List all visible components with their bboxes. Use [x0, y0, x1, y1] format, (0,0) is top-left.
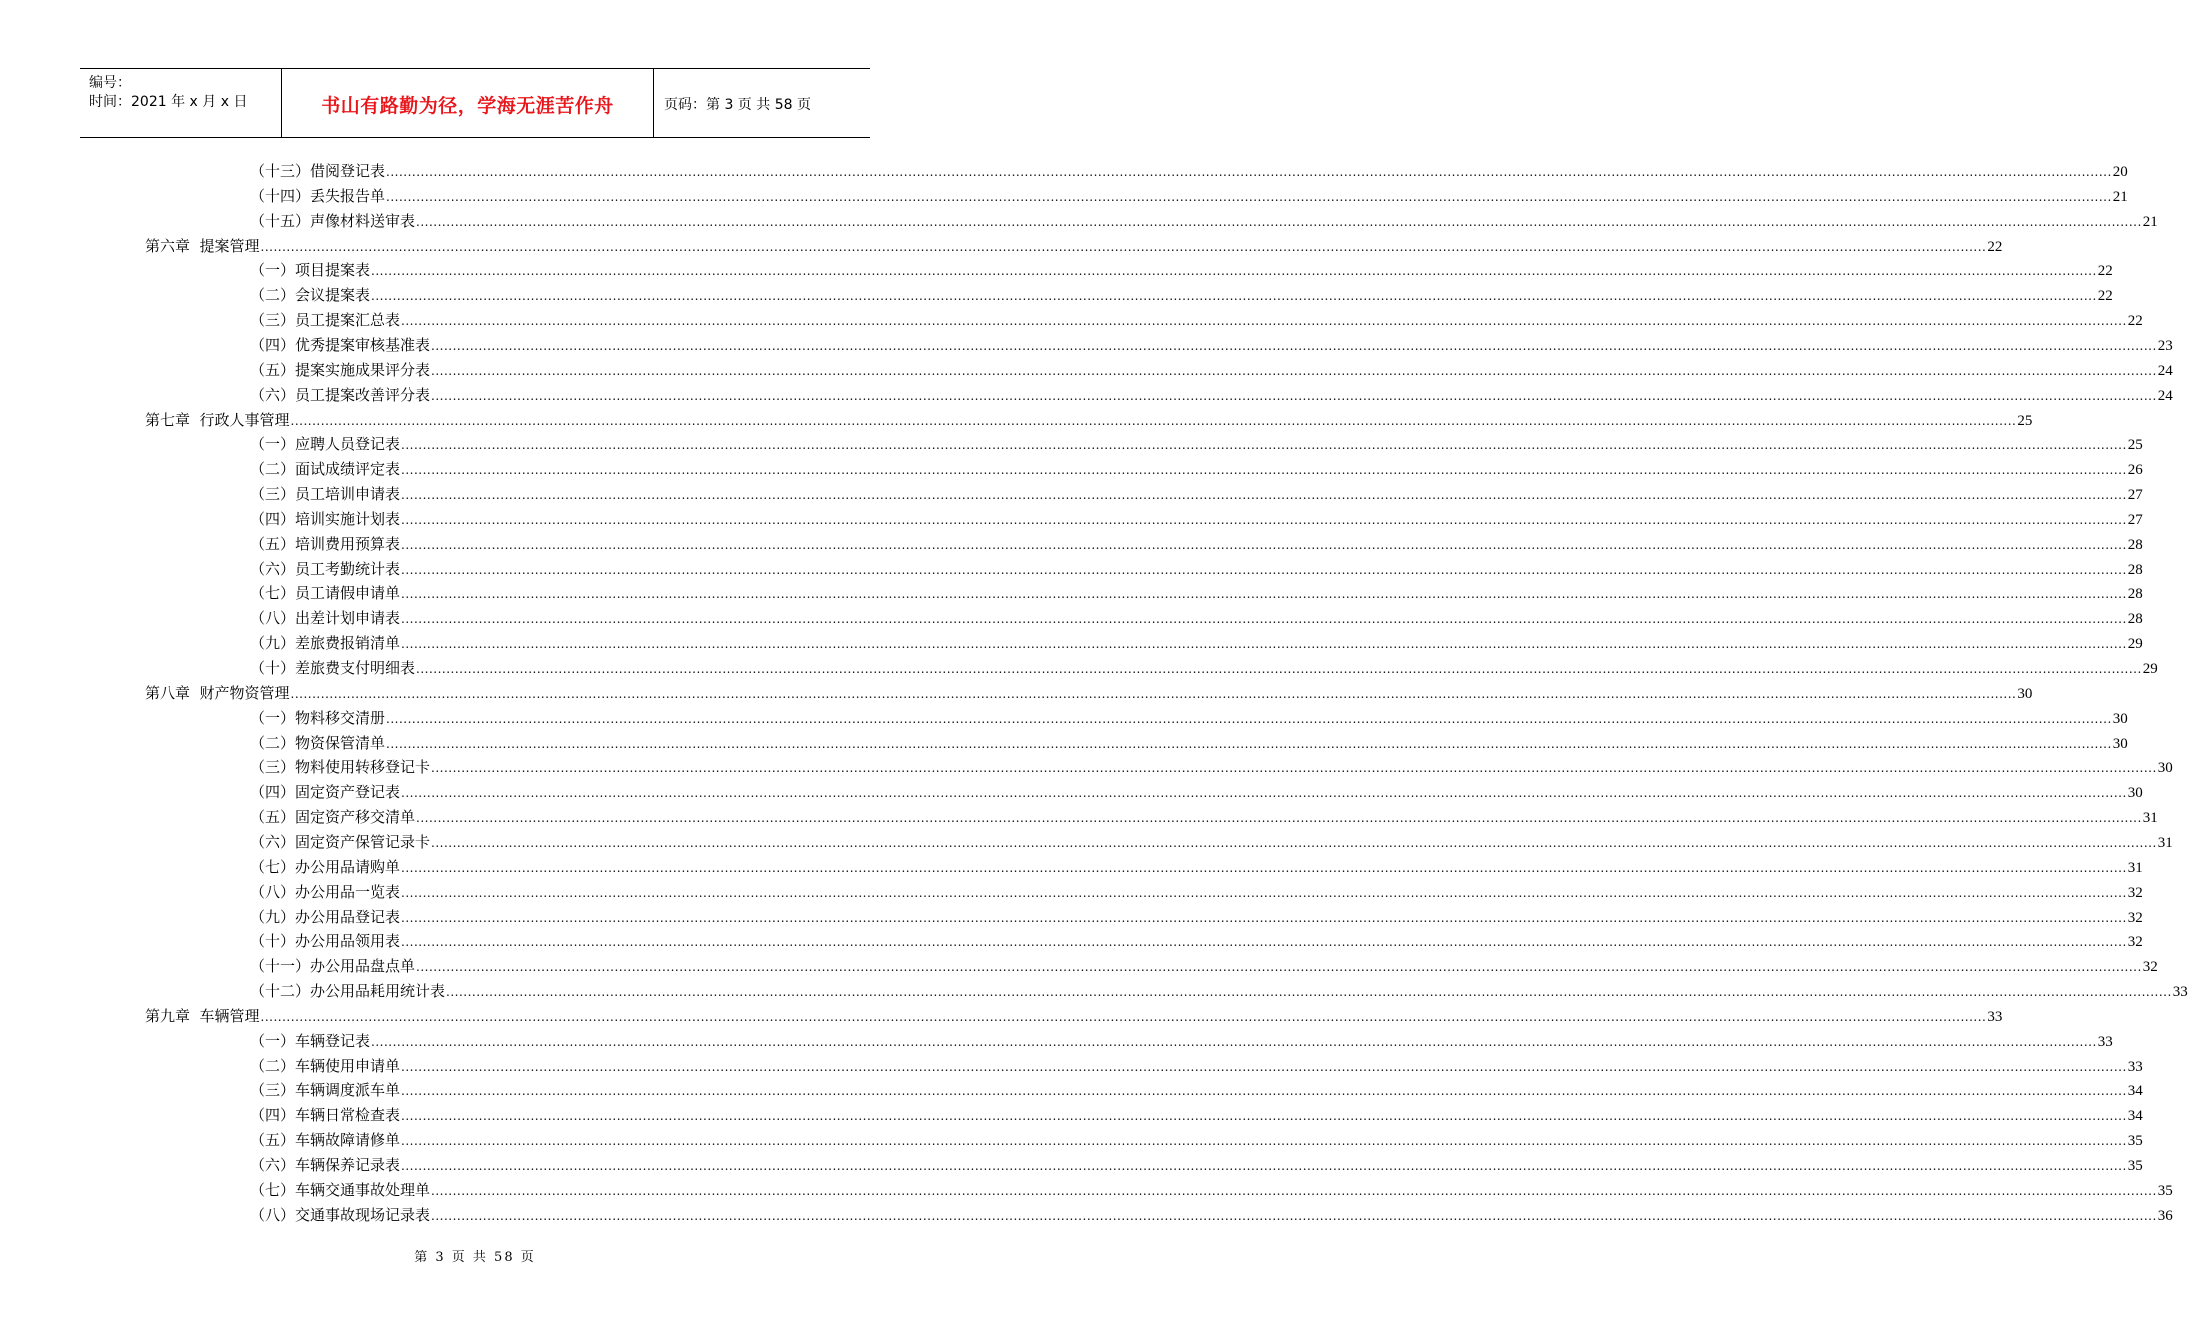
toc-entry-title: 第六章 提案管理	[145, 236, 260, 255]
toc-page-number: 33	[2097, 1033, 2113, 1050]
page-header	[80, 68, 870, 138]
toc-leader-dots: ................................................................................................................................................................................................................................................................................................................................................................................................................	[431, 761, 2157, 776]
toc-section-entry[interactable]	[250, 259, 2113, 281]
toc-section-entry[interactable]	[250, 756, 2173, 778]
toc-entry-title: （八）出差计划申请表	[250, 609, 401, 628]
toc-leader-dots: ................................................................................................................................................................................................................................................................................................................................................................................................................	[401, 1134, 2127, 1149]
toc-section-entry[interactable]	[250, 732, 2128, 754]
toc-section-entry[interactable]	[250, 359, 2173, 381]
toc-leader-dots: ................................................................................................................................................................................................................................................................................................................................................................................................................	[401, 612, 2127, 627]
header-motto: 书山有路勤为径，学海无涯苦作舟	[321, 95, 614, 117]
toc-section-entry[interactable]	[250, 210, 2158, 232]
toc-page-number: 33	[2127, 1058, 2143, 1075]
toc-entry-title: （十三）借阅登记表	[250, 162, 386, 180]
toc-leader-dots: ................................................................................................................................................................................................................................................................................................................................................................................................................	[431, 338, 2157, 353]
toc-entry-title: （十）差旅费支付明细表	[250, 659, 416, 677]
toc-section-entry[interactable]	[250, 1055, 2143, 1077]
toc-page-number: 33	[2172, 984, 2188, 1001]
toc-entry-title: （三）员工提案汇总表	[250, 311, 401, 330]
toc-leader-dots: ................................................................................................................................................................................................................................................................................................................................................................................................................	[401, 1109, 2127, 1124]
toc-section-entry[interactable]	[250, 533, 2143, 555]
toc-entry-title: 第九章 车辆管理	[145, 1006, 260, 1025]
toc-entry-title: （十五）声像材料送审表	[250, 211, 416, 230]
toc-leader-dots: ................................................................................................................................................................................................................................................................................................................................................................................................................	[431, 1208, 2157, 1223]
toc-entry-title: （四）车辆日常检查表	[250, 1106, 401, 1125]
toc-entry-title: （五）培训费用预算表	[250, 534, 401, 553]
toc-leader-dots: ................................................................................................................................................................................................................................................................................................................................................................................................................	[431, 1183, 2157, 1198]
toc-page-number: 32	[2127, 884, 2143, 901]
toc-page-number: 30	[2017, 685, 2033, 702]
toc-page-number: 31	[2157, 834, 2173, 851]
toc-entry-title: （七）员工请假申请单	[250, 584, 401, 603]
toc-leader-dots: ................................................................................................................................................................................................................................................................................................................................................................................................................	[401, 910, 2127, 925]
toc-section-entry[interactable]	[250, 906, 2143, 928]
toc-section-entry[interactable]	[250, 185, 2128, 207]
toc-entry-title: （一）应聘人员登记表	[250, 435, 401, 454]
toc-section-entry[interactable]	[250, 607, 2143, 629]
toc-page-number: 28	[2127, 586, 2143, 603]
toc-leader-dots: ................................................................................................................................................................................................................................................................................................................................................................................................................	[371, 289, 2097, 304]
toc-leader-dots: ................................................................................................................................................................................................................................................................................................................................................................................................................	[401, 637, 2127, 652]
toc-leader-dots: ................................................................................................................................................................................................................................................................................................................................................................................................................	[431, 835, 2157, 850]
toc-section-entry[interactable]	[250, 806, 2158, 828]
toc-leader-dots: ................................................................................................................................................................................................................................................................................................................................................................................................................	[371, 264, 2097, 279]
toc-leader-dots: ................................................................................................................................................................................................................................................................................................................................................................................................................	[416, 960, 2142, 975]
toc-section-entry[interactable]	[250, 309, 2143, 331]
toc-page-number: 23	[2157, 337, 2173, 354]
toc-page-number: 31	[2142, 810, 2158, 827]
toc-leader-dots: ................................................................................................................................................................................................................................................................................................................................................................................................................	[401, 562, 2127, 577]
toc-page-number: 22	[2097, 288, 2113, 305]
toc-section-entry[interactable]	[250, 831, 2173, 853]
toc-chapter-entry[interactable]	[145, 409, 2033, 431]
toc-entry-title: （八）交通事故现场记录表	[250, 1205, 431, 1224]
toc-entry-title: （一）物料移交清册	[250, 708, 386, 727]
toc-page-number: 22	[1987, 238, 2003, 255]
toc-entry-title: （四）固定资产登记表	[250, 783, 401, 802]
toc-section-entry[interactable]	[250, 707, 2128, 729]
toc-page-number: 25	[2127, 437, 2143, 454]
toc-page-number: 22	[2097, 263, 2113, 280]
toc-section-entry[interactable]	[250, 657, 2158, 679]
toc-leader-dots: ................................................................................................................................................................................................................................................................................................................................................................................................................	[401, 935, 2127, 950]
toc-section-entry[interactable]	[250, 1204, 2173, 1226]
toc-entry-title: （五）固定资产移交清单	[250, 808, 416, 827]
toc-page-number: 30	[2127, 785, 2143, 802]
toc-entry-title: （十一）办公用品盘点单	[250, 957, 416, 976]
toc-page-number: 27	[2127, 487, 2143, 504]
document-time-label: 时间：2021 年 x 月 x 日	[89, 94, 248, 110]
toc-entry-title: （三）物料使用转移登记卡	[250, 758, 431, 777]
page-footer: 第 3 页 共 58 页	[414, 1250, 536, 1265]
toc-section-entry[interactable]	[250, 1079, 2143, 1101]
toc-entry-title: （九）办公用品登记表	[250, 907, 401, 926]
toc-page-number: 33	[1987, 1008, 2003, 1025]
toc-entry-title: （六）固定资产保管记录卡	[250, 832, 431, 851]
toc-section-entry[interactable]	[250, 1030, 2113, 1052]
toc-page-number: 24	[2157, 387, 2173, 404]
toc-section-entry[interactable]	[250, 980, 2188, 1002]
toc-page-number: 28	[2127, 536, 2143, 553]
toc-entry-title: （五）提案实施成果评分表	[250, 360, 431, 379]
toc-page-number: 35	[2127, 1133, 2143, 1150]
toc-section-entry[interactable]	[250, 558, 2143, 580]
toc-section-entry[interactable]	[250, 856, 2143, 878]
toc-leader-dots: ................................................................................................................................................................................................................................................................................................................................................................................................................	[290, 413, 2017, 428]
toc-leader-dots: ................................................................................................................................................................................................................................................................................................................................................................................................................	[401, 860, 2127, 875]
toc-entry-title: （一）项目提案表	[250, 261, 371, 280]
toc-page-number: 28	[2127, 561, 2143, 578]
toc-entry-title: （三）车辆调度派车单	[250, 1081, 401, 1100]
toc-leader-dots: ................................................................................................................................................................................................................................................................................................................................................................................................................	[290, 686, 2017, 701]
toc-entry-title: （二）会议提案表	[250, 286, 371, 305]
toc-leader-dots: ................................................................................................................................................................................................................................................................................................................................................................................................................	[386, 736, 2112, 751]
toc-section-entry[interactable]	[250, 433, 2143, 455]
toc-section-entry[interactable]	[250, 881, 2143, 903]
toc-page-number: 29	[2127, 636, 2143, 653]
toc-page-number: 29	[2142, 661, 2158, 677]
toc-section-entry[interactable]	[250, 284, 2113, 306]
toc-chapter-entry[interactable]	[145, 1005, 2003, 1027]
toc-entry-title: （六）员工考勤统计表	[250, 559, 401, 578]
toc-page-number: 34	[2127, 1108, 2143, 1125]
toc-page-number: 35	[2157, 1182, 2173, 1199]
toc-leader-dots: ................................................................................................................................................................................................................................................................................................................................................................................................................	[401, 786, 2127, 801]
toc-page-number: 30	[2112, 735, 2128, 752]
toc-leader-dots: ................................................................................................................................................................................................................................................................................................................................................................................................................	[446, 985, 2172, 1000]
toc-leader-dots: ................................................................................................................................................................................................................................................................................................................................................................................................................	[416, 214, 2142, 229]
toc-entry-title: （四）培训实施计划表	[250, 509, 401, 528]
toc-leader-dots: ................................................................................................................................................................................................................................................................................................................................................................................................................	[386, 711, 2112, 726]
toc-entry-title: （四）优秀提案审核基准表	[250, 335, 431, 354]
toc-leader-dots: ................................................................................................................................................................................................................................................................................................................................................................................................................	[386, 165, 2112, 179]
toc-leader-dots: ................................................................................................................................................................................................................................................................................................................................................................................................................	[401, 512, 2127, 527]
toc-page-number: 31	[2127, 859, 2143, 876]
toc-leader-dots: ................................................................................................................................................................................................................................................................................................................................................................................................................	[416, 662, 2142, 676]
toc-entry-title: （十四）丢失报告单	[250, 186, 386, 205]
document-number-label: 编号：	[89, 75, 131, 91]
toc-page-number: 20	[2112, 164, 2128, 180]
toc-page-number: 35	[2127, 1158, 2143, 1174]
toc-section-entry[interactable]	[250, 160, 2128, 182]
toc-entry-title: （十）办公用品领用表	[250, 932, 401, 951]
toc-section-entry[interactable]	[250, 508, 2143, 530]
toc-page-number: 36	[2157, 1207, 2173, 1224]
toc-entry-title: （十二）办公用品耗用统计表	[250, 982, 446, 1001]
toc-leader-dots: ................................................................................................................................................................................................................................................................................................................................................................................................................	[401, 537, 2127, 552]
toc-entry-title: （七）车辆交通事故处理单	[250, 1180, 431, 1199]
toc-section-entry[interactable]	[250, 1104, 2143, 1126]
toc-section-entry[interactable]	[250, 334, 2173, 356]
toc-page-number: 34	[2127, 1083, 2143, 1100]
toc-entry-title: （六）员工提案改善评分表	[250, 385, 431, 404]
toc-section-entry[interactable]	[250, 781, 2143, 803]
toc-section-entry[interactable]	[250, 458, 2143, 480]
toc-entry-title: （二）面试成绩评定表	[250, 460, 401, 479]
toc-leader-dots: ................................................................................................................................................................................................................................................................................................................................................................................................................	[401, 463, 2127, 478]
toc-page-number: 21	[2112, 188, 2128, 205]
toc-section-entry[interactable]	[250, 955, 2158, 977]
toc-page-number: 32	[2127, 909, 2143, 926]
toc-leader-dots: ................................................................................................................................................................................................................................................................................................................................................................................................................	[401, 438, 2127, 453]
toc-section-entry[interactable]	[250, 1154, 2143, 1176]
toc-entry-title: （五）车辆故障请修单	[250, 1131, 401, 1150]
toc-leader-dots: ................................................................................................................................................................................................................................................................................................................................................................................................................	[260, 239, 1987, 254]
toc-page-number: 25	[2017, 412, 2033, 429]
toc-entry-title: （二）物资保管清单	[250, 733, 386, 752]
toc-leader-dots: ................................................................................................................................................................................................................................................................................................................................................................................................................	[386, 189, 2112, 204]
toc-section-entry[interactable]	[250, 384, 2173, 406]
toc-page-number: 21	[2142, 213, 2158, 230]
toc-section-entry[interactable]	[250, 483, 2143, 505]
toc-leader-dots: ................................................................................................................................................................................................................................................................................................................................................................................................................	[401, 885, 2127, 900]
toc-section-entry[interactable]	[250, 582, 2143, 604]
header-page-cell	[654, 69, 870, 137]
toc-leader-dots: ................................................................................................................................................................................................................................................................................................................................................................................................................	[431, 388, 2157, 403]
toc-entry-title: 第八章 财产物资管理	[145, 683, 290, 702]
toc-leader-dots: ................................................................................................................................................................................................................................................................................................................................................................................................................	[260, 1009, 1987, 1024]
toc-leader-dots: ................................................................................................................................................................................................................................................................................................................................................................................................................	[431, 363, 2157, 378]
toc-leader-dots: ................................................................................................................................................................................................................................................................................................................................................................................................................	[401, 314, 2127, 329]
toc-entry-title: （七）办公用品请购单	[250, 857, 401, 876]
toc-entry-title: （二）车辆使用申请单	[250, 1056, 401, 1075]
header-page-indicator: 页码：第 3 页 共 58 页	[664, 97, 811, 113]
toc-section-entry[interactable]	[250, 1129, 2143, 1151]
toc-entry-title: （一）车辆登记表	[250, 1031, 371, 1050]
toc-page-number: 27	[2127, 511, 2143, 528]
toc-page-number: 24	[2157, 362, 2173, 379]
toc-chapter-entry[interactable]	[145, 682, 2033, 704]
toc-entry-title: （九）差旅费报销清单	[250, 634, 401, 653]
toc-page-number: 28	[2127, 611, 2143, 628]
toc-leader-dots: ................................................................................................................................................................................................................................................................................................................................................................................................................	[401, 587, 2127, 602]
toc-section-entry[interactable]	[250, 1179, 2173, 1201]
toc-entry-title: （六）车辆保养记录表	[250, 1156, 401, 1174]
toc-entry-title: （三）员工培训申请表	[250, 485, 401, 504]
toc-chapter-entry[interactable]	[145, 235, 2003, 257]
toc-page-number: 32	[2127, 934, 2143, 951]
toc-leader-dots: ................................................................................................................................................................................................................................................................................................................................................................................................................	[401, 1059, 2127, 1074]
toc-page-number: 32	[2142, 959, 2158, 976]
toc-leader-dots: ................................................................................................................................................................................................................................................................................................................................................................................................................	[416, 811, 2142, 826]
toc-entry-title: 第七章 行政人事管理	[145, 410, 290, 429]
toc-leader-dots: ................................................................................................................................................................................................................................................................................................................................................................................................................	[401, 488, 2127, 503]
toc-leader-dots: ................................................................................................................................................................................................................................................................................................................................................................................................................	[401, 1084, 2127, 1099]
header-meta-cell	[80, 69, 282, 137]
toc-leader-dots: ................................................................................................................................................................................................................................................................................................................................................................................................................	[401, 1159, 2127, 1173]
toc-page-number: 30	[2157, 760, 2173, 777]
toc-entry-title: （八）办公用品一览表	[250, 882, 401, 901]
toc-page-number: 26	[2127, 462, 2143, 479]
toc-page-number: 30	[2112, 710, 2128, 727]
header-motto-cell	[282, 69, 654, 137]
toc-section-entry[interactable]	[250, 930, 2143, 952]
toc-section-entry[interactable]	[250, 632, 2143, 654]
toc-leader-dots: ................................................................................................................................................................................................................................................................................................................................................................................................................	[371, 1034, 2097, 1049]
toc-page-number: 22	[2127, 313, 2143, 330]
